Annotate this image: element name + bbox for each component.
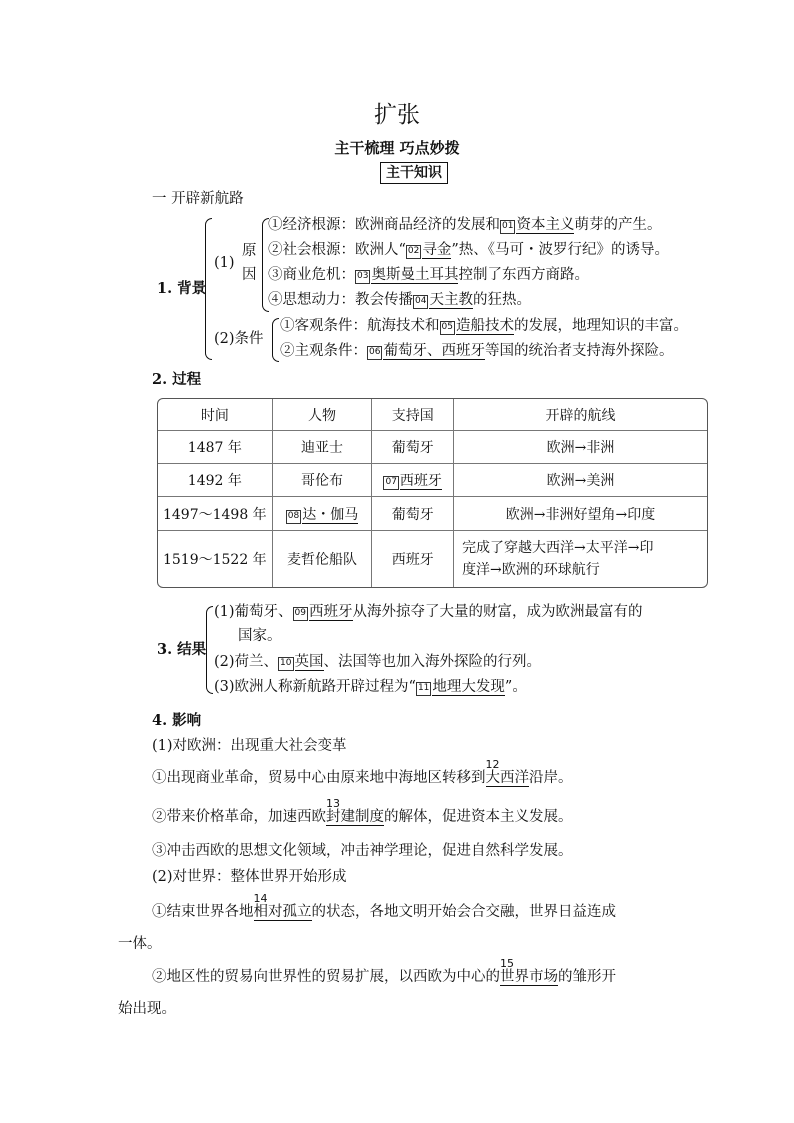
answer-text: 西班牙: [309, 604, 353, 620]
condition-2: ②主观条件： 06 葡萄牙、西班牙等国的统治者支持海外探险。: [280, 343, 674, 359]
impact-world-1: ①结束世界各地 14 相对孤立的状态，各地文明开始会合交融，世界日益连成: [152, 901, 616, 923]
answer-text: 世界市场: [500, 969, 558, 985]
cell-person: 麦哲伦船队: [273, 531, 373, 587]
answer-number: 13: [326, 797, 340, 810]
boxed-section-title: 主干知识: [380, 162, 448, 184]
result-2: (2)荷兰、 10 英国、法国等也加入海外探险的行列。: [214, 654, 541, 670]
reason-4: ④思想动力：教会传播 04 天主教的狂热。: [268, 292, 531, 308]
cell-country: 西班牙: [372, 531, 454, 587]
section-heading-4: 4. 影响: [152, 712, 202, 729]
answer-number: 08: [286, 510, 301, 524]
answer-number: 03: [355, 270, 370, 284]
answer-number: 04: [413, 295, 428, 309]
answer-text: 大西洋: [485, 770, 529, 786]
table-header: 时间: [158, 399, 273, 431]
answer-number: 09: [293, 607, 308, 621]
voyages-table: [157, 398, 708, 588]
cell-country: 葡萄牙: [372, 497, 454, 531]
conditions-label: (2)条件: [214, 331, 264, 347]
brace-results: [206, 606, 213, 694]
result-1-continued: 国家。: [238, 628, 282, 644]
reason-3: ③商业危机： 03 奥斯曼土耳其控制了东西方商路。: [268, 267, 589, 283]
impact-europe-heading: (1)对欧洲：出现重大社会变革: [152, 738, 347, 754]
result-3: (3)欧洲人称新航路开辟过程为“ 11 地理大发现”。: [214, 679, 527, 695]
answer-number: 11: [416, 682, 431, 696]
answer-text: 地理大发现: [432, 679, 505, 695]
page-title: 扩张: [374, 102, 420, 128]
answer-number: 10: [278, 657, 293, 671]
cell-person: 哥伦布: [273, 464, 373, 497]
impact-europe-2: ②带来价格革命，加速西欧 13 封建制度的解体，促进资本主义发展。: [152, 806, 573, 828]
answer-number: 01: [500, 220, 515, 234]
answer-number: 07: [383, 476, 398, 490]
cell-route: 欧洲→美洲: [454, 464, 707, 497]
section-heading-2: 2. 过程: [152, 371, 202, 388]
answer-text: 相对孤立: [253, 904, 312, 920]
answer-text: 寻金: [422, 242, 452, 258]
section-heading-1: 一 开辟新航路: [152, 191, 244, 207]
results-label: 3. 结果: [157, 641, 207, 658]
result-1: (1)葡萄牙、 09 西班牙从海外掠夺了大量的财富，成为欧洲最富有的: [214, 604, 643, 620]
impact-world-2: ②地区性的贸易向世界性的贸易扩展，以西欧为中心的 15 世界市场的雏形开: [152, 966, 616, 988]
answer-text: 天主教: [429, 292, 473, 308]
cell-country: 葡萄牙: [372, 431, 454, 464]
yuanyin-num: (1): [214, 255, 235, 271]
table-row: [158, 431, 707, 464]
brace-background: [205, 218, 212, 360]
answer-number: 15: [500, 957, 514, 970]
impact-world-2-continued: 始出现。: [118, 1001, 176, 1017]
impact-europe-1: ①出现商业革命，贸易中心由原来地中海地区转移到 12 大西洋沿岸。: [152, 767, 573, 789]
answer-text: 奥斯曼土耳其: [371, 267, 459, 283]
cell-person: 迪亚士: [273, 431, 373, 464]
reason-1: ①经济根源：欧洲商品经济的发展和 01 资本主义萌芽的产生。: [268, 217, 662, 233]
background-label: 1. 背景: [157, 280, 207, 297]
cell-time: 1519～1522 年: [158, 531, 273, 587]
cell-route: 欧洲→非洲好望角→印度: [454, 497, 707, 531]
answer-text: 英国: [294, 654, 324, 670]
answer-text: 葡萄牙、西班牙: [383, 343, 485, 359]
cell-time: 1497～1498 年: [158, 497, 273, 531]
answer-number: 05: [440, 321, 455, 335]
table-row: [158, 464, 707, 497]
impact-world-heading: (2)对世界：整体世界开始形成: [152, 869, 347, 885]
answer-number: 02: [406, 245, 421, 259]
cell-time: 1487 年: [158, 431, 273, 464]
impact-europe-3: ③冲击西欧的思想文化领域，冲击神学理论，促进自然科学发展。: [152, 843, 573, 859]
brace-conditions: [272, 318, 279, 362]
answer-text: 造船技术: [455, 318, 514, 334]
cell-time: 1492 年: [158, 464, 273, 497]
cell-route: 完成了穿越大西洋→太平洋→印 度洋→欧洲的环球航行: [462, 540, 654, 578]
condition-1: ①客观条件：航海技术和 05 造船技术的发展，地理知识的丰富。: [280, 318, 688, 334]
cell-person: [273, 497, 373, 531]
answer-number: 12: [485, 758, 500, 771]
page-subtitle: 主干梳理 巧点妙拨: [334, 139, 460, 157]
answer-text: 封建制度: [326, 809, 384, 825]
yuanyin-char-1: 原: [242, 243, 257, 259]
answer-text: 资本主义: [516, 217, 575, 233]
table-row: [158, 497, 707, 531]
table-header: 人物: [273, 399, 373, 431]
cell-country: [372, 464, 454, 497]
answer-text: 西班牙: [399, 473, 442, 489]
table-row: [158, 531, 707, 587]
table-header: 支持国: [372, 399, 454, 431]
table-header-row: [158, 399, 707, 431]
reason-2: ②社会根源：欧洲人“ 02 寻金”热、《马可・波罗行纪》的诱导。: [268, 242, 670, 258]
yuanyin-char-2: 因: [242, 267, 257, 283]
answer-text: 达・伽马: [302, 506, 359, 523]
cell-route: 欧洲→非洲: [454, 431, 707, 464]
table-header: 开辟的航线: [454, 399, 707, 431]
impact-world-1-continued: 一体。: [118, 936, 162, 952]
answer-number: 06: [367, 346, 382, 360]
answer-number: 14: [253, 892, 268, 905]
